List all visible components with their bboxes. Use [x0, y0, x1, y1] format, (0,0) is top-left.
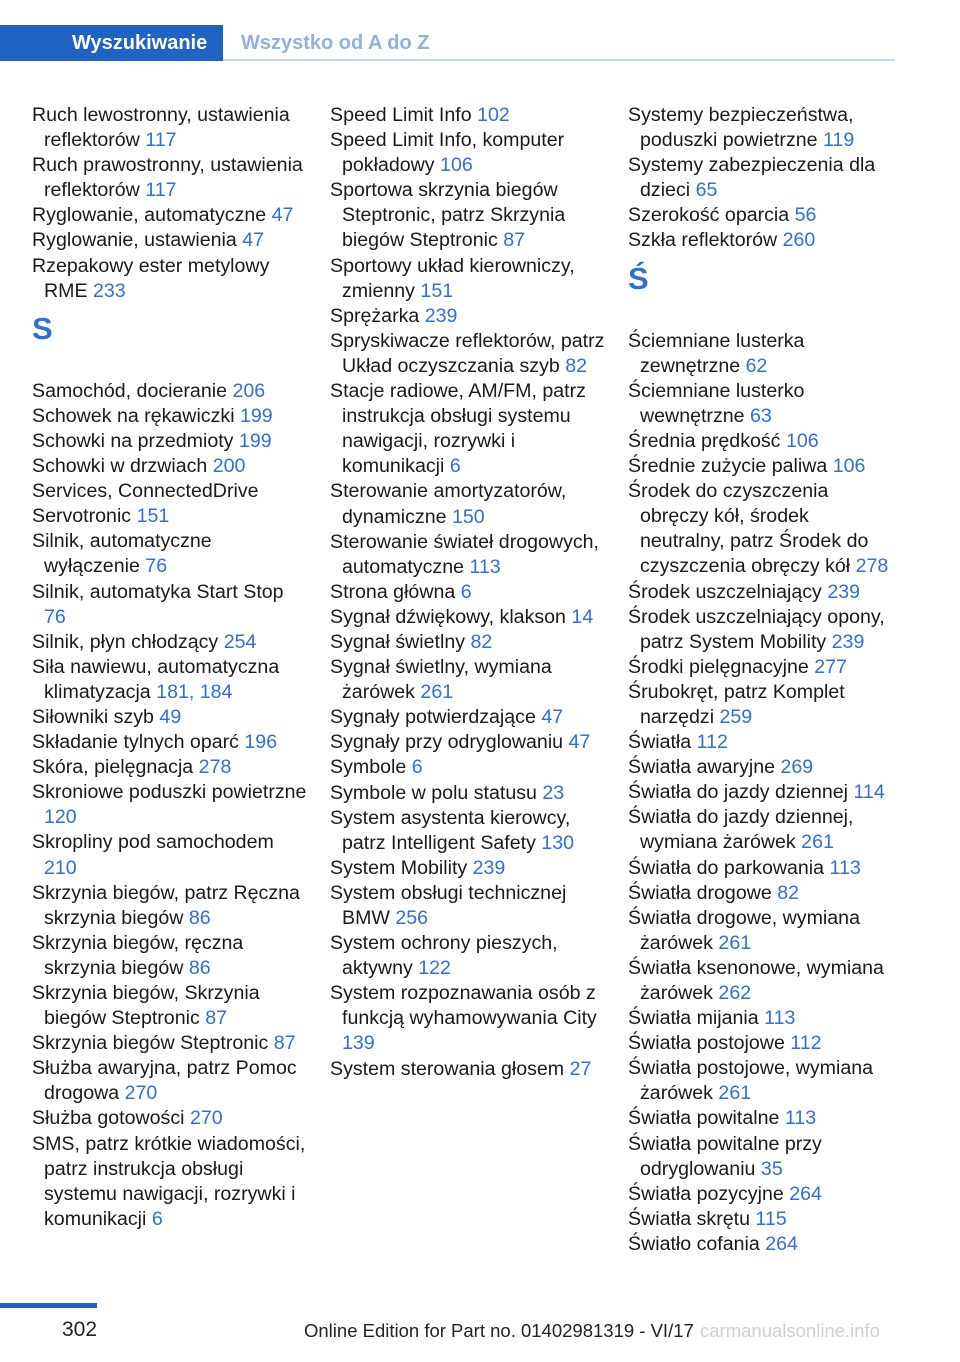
- page-reference-link[interactable]: 119: [822, 129, 855, 152]
- page-reference-link[interactable]: 76: [145, 555, 168, 578]
- index-entry-term: Światła postojowe, wymiana żarówek: [628, 1057, 874, 1105]
- index-entry: [628, 454, 898, 479]
- index-entry: [628, 680, 898, 730]
- index-entry-term: Skropliny pod samochodem: [32, 831, 274, 854]
- index-entry: [330, 730, 610, 755]
- index-entry: [628, 906, 898, 956]
- index-entry-term: Szkła reflektorów: [628, 229, 778, 252]
- index-entry-term: Sportowy układ kierowniczy, zmienny: [330, 254, 575, 302]
- index-entry-term: System sterowania głosem: [330, 1057, 565, 1080]
- page-reference-link[interactable]: 106: [785, 429, 819, 452]
- index-entry: [330, 304, 610, 329]
- index-entry: [628, 805, 898, 855]
- index-entry: [330, 630, 610, 655]
- page-reference-link[interactable]: 23: [542, 781, 565, 804]
- index-entry: [330, 881, 610, 931]
- index-entry: [32, 479, 307, 504]
- footer-accent-bar: [0, 1303, 97, 1308]
- index-entry-term: Strona główna: [330, 580, 456, 603]
- index-entry: [330, 856, 610, 881]
- page-reference-link[interactable]: 6: [411, 756, 423, 779]
- index-entry: [32, 379, 307, 404]
- index-entry: [32, 454, 307, 479]
- index-entry-term: Ryglowanie, automatyczne: [32, 204, 267, 227]
- tab-wyszukiwanie[interactable]: Wyszukiwanie: [0, 25, 223, 61]
- index-entry-term: Sterowanie amortyzatorów, dynamiczne: [330, 480, 567, 528]
- page-reference-link[interactable]: 270: [189, 1107, 223, 1130]
- index-entry: [330, 178, 610, 253]
- page-reference-link[interactable]: 86: [188, 906, 211, 929]
- page-reference-link[interactable]: 47: [541, 706, 564, 729]
- page-reference-link[interactable]: 199: [240, 404, 273, 427]
- page-reference-link[interactable]: 254: [223, 630, 257, 653]
- index-entry-term: Światła drogowe: [628, 881, 772, 904]
- index-entry: [628, 956, 898, 1006]
- index-entry: [628, 1031, 898, 1056]
- index-entry: [330, 981, 610, 1056]
- index-entry-term: Środki pielęgnacyjne: [628, 655, 809, 678]
- index-entry: [628, 881, 898, 906]
- index-entry-term: Środek do czyszczenia obręczy kół, środek neutralny, patrz Środek do czyszczenia obręczy kół: [628, 480, 869, 578]
- page-reference-link[interactable]: 262: [718, 982, 752, 1004]
- index-entry-term: System rozpoznawania osób z funkcją wyhamowywania City: [330, 982, 597, 1030]
- index-entry: [32, 529, 307, 579]
- page-reference-link[interactable]: 261: [718, 931, 752, 954]
- index-entry: [32, 705, 307, 730]
- page-reference-link[interactable]: 278: [198, 756, 232, 779]
- index-entry-term: Skroniowe poduszki powietrzne: [32, 781, 307, 804]
- index-entry-term: Sprężarka: [330, 304, 420, 327]
- index-entry-term: Skrzynia biegów, patrz Ręczna skrzynia biegów: [32, 881, 300, 929]
- index-entry: [32, 153, 307, 203]
- page-reference-link[interactable]: 151: [136, 505, 170, 528]
- index-entry-term: Symbole: [330, 756, 407, 779]
- index-entry: [330, 605, 610, 630]
- index-entry-term: Skrzynia biegów Steptronic: [32, 1032, 269, 1055]
- index-entry-term: Sygnały przy odryglowaniu: [330, 731, 564, 754]
- tab-bar: [0, 25, 895, 61]
- index-entry-term: Światła awaryjne: [628, 756, 776, 779]
- page-reference-link[interactable]: 139: [342, 1032, 375, 1055]
- page-reference-link[interactable]: 47: [271, 204, 294, 227]
- index-column-2: [330, 103, 610, 1082]
- page-reference-link[interactable]: 63: [750, 404, 772, 427]
- index-entry-term: Średnia prędkość: [628, 429, 781, 452]
- index-entry: [32, 1132, 307, 1232]
- page-reference-link[interactable]: 122: [418, 957, 451, 980]
- page-reference-link[interactable]: 264: [765, 1232, 798, 1255]
- page-reference-link[interactable]: 27: [569, 1057, 592, 1080]
- page-reference-link[interactable]: 114: [853, 781, 885, 804]
- index-entry-term: Spryskiwacze reflektorów, patrz Układ oczyszczania szyb: [330, 329, 605, 377]
- page-reference-link[interactable]: 151: [420, 279, 454, 302]
- index-entry: [628, 228, 898, 253]
- index-entry-term: Światła pozycyjne: [628, 1182, 784, 1205]
- index-entry: [330, 655, 610, 705]
- index-entry-term: Światła powitalne: [628, 1107, 780, 1130]
- index-entry-term: System Mobility: [330, 856, 468, 879]
- index-entry-term: Stacje radiowe, AM/FM, patrz instrukcja obsługi systemu nawigacji, rozrywki i komunikacji: [330, 380, 586, 478]
- page-reference-link[interactable]: 14: [571, 605, 594, 628]
- page-reference-link[interactable]: 35: [760, 1157, 783, 1180]
- page-reference-link[interactable]: 102: [477, 104, 510, 126]
- index-entry-term: Średnie zużycie paliwa: [628, 455, 828, 478]
- page-reference-link[interactable]: 87: [273, 1032, 296, 1055]
- index-entry: [628, 479, 898, 579]
- index-entry: [330, 931, 610, 981]
- index-entry-term: Światła powitalne przy odryglowaniu: [628, 1132, 822, 1180]
- index-entry: [32, 830, 307, 880]
- index-entry-term: Schowek na rękawiczki: [32, 404, 235, 427]
- index-column-3: [628, 103, 898, 1257]
- index-entry-term: Skrzynia biegów, ręczna skrzynia biegów: [32, 931, 244, 979]
- index-entry: [628, 755, 898, 780]
- page-reference-link[interactable]: 269: [780, 756, 814, 779]
- page-reference-link[interactable]: 261: [801, 831, 834, 854]
- index-entry: [330, 781, 610, 806]
- index-entry-term: Światło cofania: [628, 1232, 760, 1255]
- page-reference-link[interactable]: 270: [124, 1082, 158, 1105]
- page-number: 302: [62, 1318, 98, 1341]
- page-reference-link[interactable]: 113: [469, 555, 501, 578]
- index-entry: [628, 329, 898, 379]
- page-reference-link[interactable]: 200: [212, 455, 246, 478]
- index-entry: [32, 103, 307, 153]
- page-reference-link[interactable]: 239: [472, 856, 506, 879]
- tab-wszystko-od-a-do-z[interactable]: Wszystko od A do Z: [241, 32, 430, 54]
- index-entry: [628, 856, 898, 881]
- page-reference-link[interactable]: 6: [449, 455, 461, 478]
- index-entry: [32, 981, 307, 1031]
- index-entry: [628, 1182, 898, 1207]
- page-reference-link[interactable]: 261: [420, 681, 454, 704]
- page-reference-link[interactable]: 277: [814, 655, 847, 678]
- page-reference-link[interactable]: 115: [755, 1207, 787, 1230]
- index-entry-term: Ryglowanie, ustawienia: [32, 229, 237, 252]
- section-letter: Ś: [628, 260, 649, 296]
- page-reference-link[interactable]: 112: [790, 1032, 822, 1055]
- page-reference-link[interactable]: 150: [452, 505, 485, 528]
- page-reference-link[interactable]: 264: [789, 1182, 822, 1205]
- page-reference-link[interactable]: 113: [764, 1007, 796, 1030]
- index-entry: [330, 755, 610, 780]
- index-entry-term: Środek uszczelniający: [628, 580, 822, 603]
- index-entry: [628, 1006, 898, 1031]
- page-reference-link[interactable]: 199: [238, 429, 272, 452]
- index-entry-term: Speed Limit Info, komputer pokładowy: [330, 129, 565, 177]
- index-entry: [628, 1207, 898, 1232]
- index-entry: [628, 379, 898, 429]
- index-entry-term: Światła mijania: [628, 1007, 759, 1030]
- index-entry-term: Speed Limit Info: [330, 104, 472, 126]
- index-entry: [330, 530, 610, 580]
- index-entry-term: Światła do jazdy dziennej, wymiana żarówek: [628, 806, 854, 854]
- index-entry: [32, 931, 307, 981]
- page-reference-link[interactable]: 196: [244, 731, 278, 754]
- index-entry-term: Systemy bezpieczeństwa, poduszki powietrzne: [628, 104, 854, 152]
- page-reference-link[interactable]: 49: [159, 705, 182, 728]
- page-reference-link[interactable]: 56: [794, 204, 817, 227]
- index-entry: [628, 605, 898, 655]
- index-entry-term: Światła skrętu: [628, 1207, 750, 1230]
- index-entry-term: Ściemniane lusterko wewnętrzne: [628, 379, 805, 427]
- index-entry-term: Światła postojowe: [628, 1032, 785, 1055]
- index-entry: [330, 128, 610, 178]
- index-entry: [32, 254, 307, 304]
- page-reference-link[interactable]: 82: [777, 881, 800, 904]
- index-entry-term: Światła: [628, 731, 692, 754]
- page-reference-link[interactable]: 206: [232, 379, 266, 402]
- index-entry: [32, 504, 307, 529]
- index-entry-term: Sygnał świetlny: [330, 630, 466, 653]
- index-entry: [628, 655, 898, 680]
- edition-note: Online Edition for Part no. 01402981319 - VI/17: [304, 1320, 694, 1341]
- index-entry: [32, 203, 307, 228]
- index-entry: [32, 580, 307, 630]
- page-reference-link[interactable]: 113: [784, 1107, 817, 1130]
- index-entry-term: Skrzynia biegów, Skrzynia biegów Steptronic: [32, 982, 260, 1030]
- index-entry-term: Służba awaryjna, patrz Pomoc drogowa: [32, 1057, 297, 1105]
- index-entry: [32, 1106, 307, 1131]
- page-reference-link[interactable]: 239: [424, 304, 458, 327]
- index-entry: [32, 404, 307, 429]
- page-reference-link[interactable]: 87: [503, 229, 526, 252]
- index-entry-term: Sygnał świetlny, wymiana żarówek: [330, 656, 552, 704]
- page-reference-link[interactable]: 239: [831, 630, 865, 653]
- page-reference-link[interactable]: 278: [855, 555, 889, 578]
- index-column-1: [32, 103, 307, 1232]
- page-reference-link[interactable]: 259: [719, 705, 753, 728]
- page-reference-link[interactable]: 260: [782, 229, 816, 252]
- page-reference-link[interactable]: 6: [151, 1207, 163, 1230]
- index-entry: [32, 730, 307, 755]
- index-entry: [330, 379, 610, 479]
- index-entry: [330, 103, 610, 128]
- page-reference-link[interactable]: 113: [829, 856, 861, 879]
- index-entry: [32, 780, 307, 830]
- index-entry: [628, 153, 898, 203]
- index-entry: [32, 630, 307, 655]
- index-entry-term: Ściemniane lusterka zewnętrzne: [628, 329, 805, 377]
- page-reference-link[interactable]: 256: [395, 907, 429, 929]
- page-reference-link[interactable]: 239: [827, 580, 861, 603]
- index-entry-term: Siła nawiewu, automatyczna klimatyzacja: [32, 655, 280, 703]
- index-entry-term: Sygnały potwierdzające: [330, 706, 536, 729]
- index-entry-term: Ruch lewostronny, ustawienia reflektorów: [32, 104, 290, 152]
- index-entry: [32, 429, 307, 454]
- index-entry-term: Składanie tylnych oparć: [32, 731, 239, 754]
- index-entry: [330, 254, 610, 304]
- index-entry: [32, 228, 307, 253]
- index-entry-term: Servotronic: [32, 505, 132, 528]
- page-reference-link[interactable]: 233: [93, 279, 126, 302]
- page-reference-link[interactable]: 261: [718, 1082, 752, 1105]
- index-entry-term: Siłowniki szyb: [32, 705, 154, 728]
- index-entry-term: Systemy zabezpieczenia dla dzieci: [628, 154, 876, 202]
- page-reference-link[interactable]: 62: [745, 354, 768, 377]
- page-reference-link[interactable]: 120: [44, 806, 77, 829]
- index-entry: [628, 203, 898, 228]
- index-entry-term: Sygnał dźwiękowy, klakson: [330, 605, 566, 628]
- page-reference-link[interactable]: 181, 184: [156, 680, 233, 703]
- index-entry-term: Światła ksenonowe, wymiana żarówek: [628, 956, 884, 1004]
- index-entry: [628, 1132, 898, 1182]
- index-entry: [32, 755, 307, 780]
- index-entry-term: Silnik, automatyczne wyłączenie: [32, 530, 212, 578]
- index-entry: [330, 329, 610, 379]
- index-entry: [628, 1056, 898, 1106]
- index-entry: [330, 806, 610, 856]
- index-entry-term: Skóra, pielęgnacja: [32, 756, 194, 779]
- page-reference-link[interactable]: 106: [440, 154, 473, 177]
- page-reference-link[interactable]: 117: [145, 179, 177, 202]
- index-entry: [628, 429, 898, 454]
- index-entry-term: Światła drogowe, wymiana żarówek: [628, 906, 860, 954]
- page-reference-link[interactable]: 82: [565, 354, 588, 377]
- index-entry: [330, 479, 610, 529]
- index-entry-term: Sterowanie świateł drogowych, automatyczne: [330, 530, 600, 578]
- page-reference-link[interactable]: 112: [696, 731, 728, 754]
- index-entry-term: Ruch prawostronny, ustawienia reflektorów: [32, 154, 303, 202]
- index-entry-term: Services, ConnectedDrive: [32, 480, 259, 503]
- index-entry-term: System asystenta kierowcy, patrz Intelligent Safety: [330, 806, 571, 854]
- index-entry: [628, 580, 898, 605]
- index-entry: [330, 1057, 610, 1082]
- index-entry: [330, 705, 610, 730]
- index-entry-term: Sportowa skrzynia biegów Steptronic, patrz Skrzynia biegów Steptronic: [330, 179, 566, 252]
- index-entry-term: Światła do jazdy dziennej: [628, 781, 849, 804]
- index-entry: [32, 1056, 307, 1106]
- index-entry-term: Schowki w drzwiach: [32, 455, 208, 478]
- index-entry-term: Rzepakowy ester metylowy RME: [32, 254, 270, 302]
- index-entry-term: Służba gotowości: [32, 1107, 185, 1130]
- tab-underline: [223, 59, 895, 61]
- index-entry-term: Silnik, automatyka Start Stop: [32, 580, 284, 603]
- index-entry: [628, 780, 898, 805]
- page-reference-link[interactable]: 106: [832, 455, 866, 478]
- index-entry-term: System ochrony pieszych, aktywny: [330, 932, 558, 980]
- page-reference-link[interactable]: 130: [541, 831, 575, 854]
- page-reference-link[interactable]: 47: [568, 731, 591, 754]
- index-entry: [32, 881, 307, 931]
- index-entry-term: System obsługi technicznej BMW: [330, 881, 567, 929]
- index-entry-term: Samochód, docieranie: [32, 379, 227, 402]
- index-entry-term: Śrubokręt, patrz Komplet narzędzi: [628, 680, 845, 728]
- index-entry: [628, 730, 898, 755]
- index-entry-term: Światła do parkowania: [628, 856, 825, 879]
- index-entry: [330, 580, 610, 605]
- page-reference-link[interactable]: 6: [460, 580, 472, 603]
- page-reference-link[interactable]: 210: [44, 856, 77, 879]
- index-entry-term: Szerokość oparcia: [628, 204, 790, 227]
- index-entry-term: SMS, patrz krótkie wiadomości, patrz instrukcja obsługi systemu nawigacji, rozrywki i komunikacji: [32, 1132, 306, 1230]
- index-entry: [32, 655, 307, 705]
- page-reference-link[interactable]: 87: [205, 1007, 228, 1030]
- page-reference-link[interactable]: 86: [188, 956, 211, 979]
- page-reference-link[interactable]: 82: [470, 630, 493, 653]
- index-entry: [628, 1232, 898, 1257]
- index-entry-term: Schowki na przedmioty: [32, 429, 234, 452]
- watermark: carmanualsonline.info: [700, 1320, 880, 1341]
- index-entry: [628, 103, 898, 153]
- index-entry-term: Symbole w polu statusu: [330, 781, 537, 804]
- section-letter: S: [32, 310, 53, 346]
- index-entry: [32, 1031, 307, 1056]
- index-entry-term: Silnik, płyn chłodzący: [32, 630, 219, 653]
- page-reference-link[interactable]: 76: [44, 605, 66, 628]
- page-reference-link[interactable]: 65: [695, 179, 718, 202]
- page-reference-link[interactable]: 117: [145, 129, 177, 152]
- page-reference-link[interactable]: 47: [242, 229, 265, 252]
- index-entry: [628, 1106, 898, 1131]
- index-entry-term: Środek uszczelniający opony, patrz System Mobility: [628, 605, 885, 653]
